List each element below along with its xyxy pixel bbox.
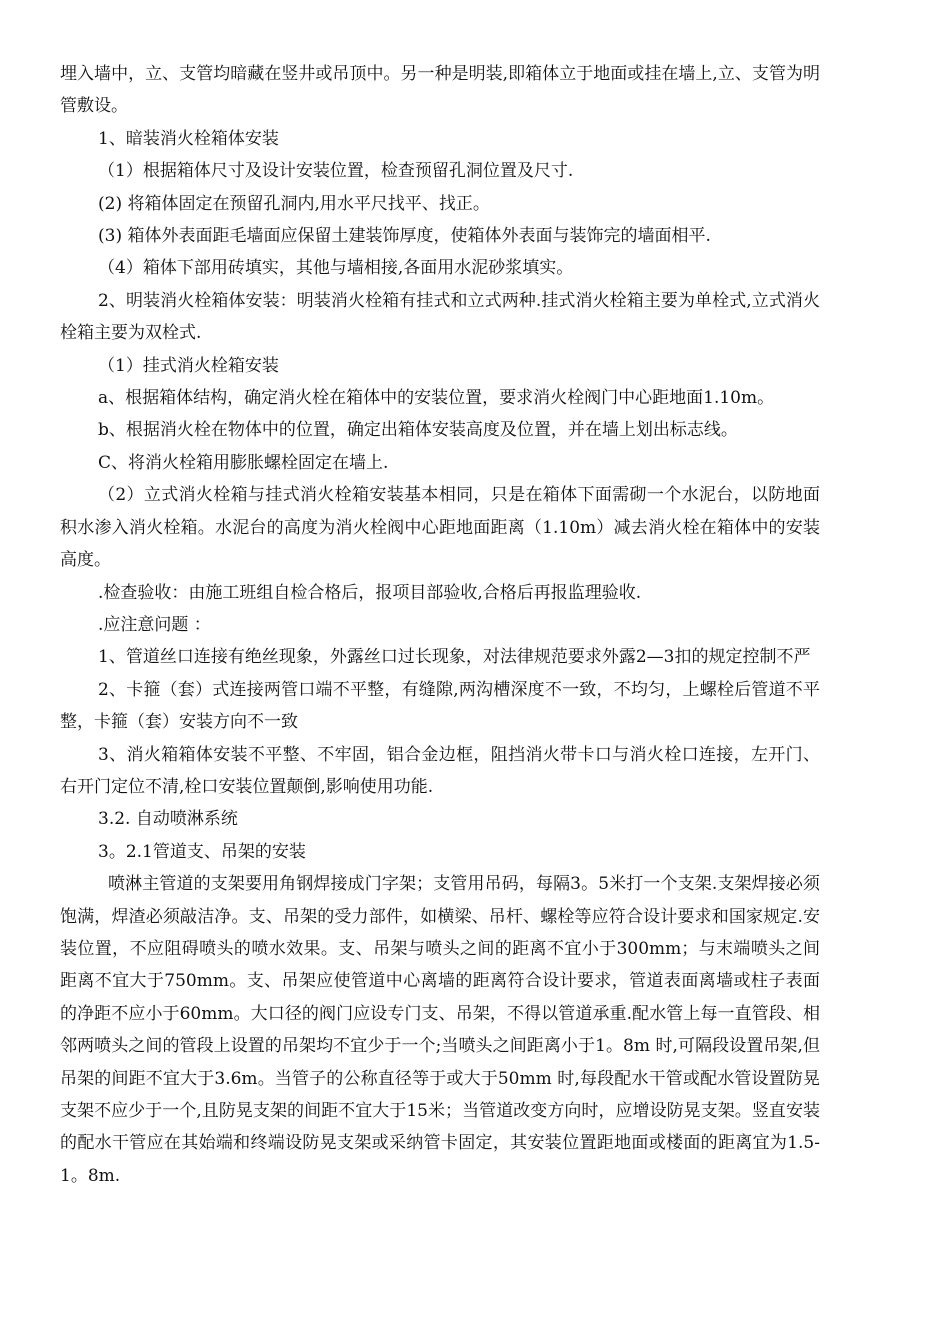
- list-item: (3) 箱体外表面距毛墙面应保留土建装饰厚度，使箱体外表面与装饰完的墙面相平.: [98, 226, 711, 247]
- section-heading: 3.2. 自动喷淋系统: [98, 809, 238, 830]
- paragraph: 喷淋主管道的支架要用角钢焊接成门字架；支管用吊码，每隔3。5米打一个支架.支架焊接必须饱满，焊渣必须敲洁净。支、吊架的受力部件，如横梁、吊杆、螺栓等应符合设计要求和国家规定.安装位置，不应阻碍喷头的喷水效果。支、吊架与喷头之间的距离不宜小于300mm；与末端喷头之间距离不宜大于750mm。支、吊架应使管道中心离墙的距离符合设计要求，管道表面离墙或柱子表面的净距不应小于60mm。大口径的阀门应设专门支、吊架，不得以管道承重.配水管上每一直管段、相邻两喷头之间的管段上设置的吊架均不宜少于一个;当喷头之间距离小于1。8m 时,可隔段设置吊架,但吊架的间距不宜大于3.6m。当管子的公称直径等于或大于50mm 时,每段配水干管或配水管设置防晃支架不应少于一个,且防晃支架的间距不宜大于15米；当管道改变方向时，应增设防晃支架。竖直安装的配水干管应在其始端和终端设防晃支架或采纳管卡固定，其安装位置距地面或楼面的距离宜为1.5-1。8m.: [60, 874, 820, 1186]
- subsection-heading: 3。2.1管道支、吊架的安装: [98, 841, 306, 862]
- section-heading: .应注意问题 ：: [98, 614, 211, 635]
- list-item: b、根据消火栓在物体中的位置，确定出箱体安装高度及位置，并在墙上划出标志线。: [98, 420, 738, 441]
- section-heading: 1、暗装消火栓箱体安装: [98, 128, 279, 149]
- paragraph: .检查验收：由施工班组自检合格后，报项目部验收,合格后再报监理验收.: [98, 582, 642, 603]
- section-heading: 2、明装消火栓箱体安装：明装消火栓箱有挂式和立式两种.挂式消火栓箱主要为单栓式,立式消火栓箱主要为双栓式.: [60, 290, 820, 344]
- list-item: a、根据箱体结构，确定消火栓在箱体中的安装位置，要求消火栓阀门中心距地面1.10m。: [98, 388, 775, 409]
- list-item: （1）根据箱体尺寸及设计安装位置，检查预留孔洞位置及尺寸.: [98, 161, 574, 182]
- paragraph: 埋入墙中，立、支管均暗藏在竖井或吊顶中。另一种是明装,即箱体立于地面或挂在墙上,立、支管为明管敷设。: [60, 64, 820, 117]
- list-item: C、将消火栓箱用膨胀螺栓固定在墙上.: [98, 452, 389, 473]
- list-item: 2、卡箍（套）式连接两管口端不平整，有缝隙,两沟槽深度不一致，不均匀，上螺栓后管道不平整，卡箍（套）安装方向不一致: [60, 679, 820, 733]
- list-item: （4）箱体下部用砖填实，其他与墙相接,各面用水泥砂浆填实。: [98, 258, 574, 279]
- subsection-heading: （1）挂式消火栓箱安装: [98, 355, 279, 376]
- paragraph: （2）立式消火栓箱与挂式消火栓箱安装基本相同，只是在箱体下面需砌一个水泥台，以防地面积水渗入消火栓箱。水泥台的高度为消火栓阀中心距地面距离（1.10m）减去消火栓在箱体中的安装高度。: [60, 485, 820, 571]
- list-item: 3、消火箱箱体安装不平整、不牢固，铝合金边框，阻挡消火带卡口与消火栓口连接，左开门、右开门定位不清,栓口安装位置颠倒,影响使用功能.: [60, 744, 820, 797]
- document-body: [60, 58, 820, 1192]
- list-item: (2) 将箱体固定在预留孔洞内,用水平尺找平、找正。: [98, 193, 490, 214]
- list-item: 1、管道丝口连接有绝丝现象，外露丝口过长现象，对法律规范要求外露2—3扣的规定控制不严: [98, 647, 811, 668]
